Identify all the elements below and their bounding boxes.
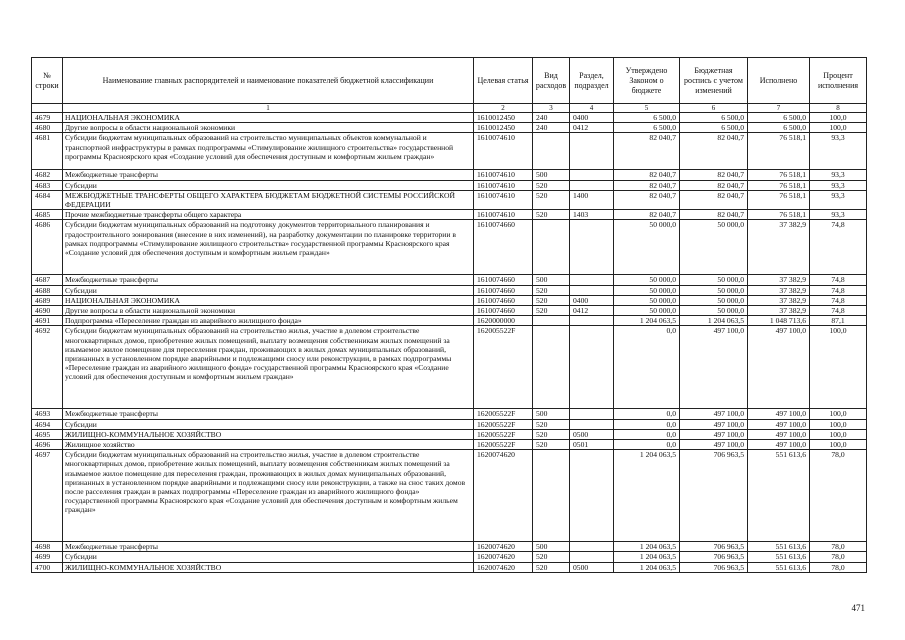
table-body [32, 113, 867, 573]
percent-cell: 100,0 [810, 440, 867, 450]
executed-cell: 6 500,0 [748, 113, 810, 123]
header-approved: Утверждено Законом о бюджете [614, 58, 680, 104]
approved-cell: 1 204 063,5 [614, 552, 680, 562]
percent-cell: 78,0 [810, 552, 867, 562]
budget-plan-cell: 706 963,5 [680, 450, 748, 542]
budget-plan-cell: 82 040,7 [680, 180, 748, 190]
expense-type-cell: 240 [533, 123, 570, 133]
target-article-cell: 1620074620 [474, 562, 533, 572]
target-article-cell: 162005522F [474, 419, 533, 429]
budget-plan-cell: 82 040,7 [680, 170, 748, 180]
name-cell: Межбюджетные трансферты [63, 275, 474, 285]
name-cell: МЕЖБЮДЖЕТНЫЕ ТРАНСФЕРТЫ ОБЩЕГО ХАРАКТЕРА БЮДЖЕТАМ БЮДЖЕТНОЙ СИСТЕМЫ РОССИЙСКОЙ ФЕДЕРАЦИИ [63, 190, 474, 209]
percent-cell: 74,8 [810, 306, 867, 316]
target-article-cell: 1620000000 [474, 316, 533, 326]
column-number: 6 [680, 104, 748, 113]
target-article-cell: 1610012450 [474, 113, 533, 123]
header-section: Раздел, подраздел [570, 58, 614, 104]
target-article-cell: 1620074620 [474, 450, 533, 542]
table-row [32, 552, 867, 562]
approved-cell: 0,0 [614, 429, 680, 439]
target-article-cell: 1610074660 [474, 306, 533, 316]
section-cell [570, 552, 614, 562]
percent-cell: 100,0 [810, 409, 867, 419]
expense-type-cell: 500 [533, 275, 570, 285]
row-number-cell: 4688 [32, 285, 63, 295]
section-cell [570, 450, 614, 542]
row-number-cell: 4698 [32, 542, 63, 552]
header-percent: Процент исполнения [810, 58, 867, 104]
target-article-cell: 1610074660 [474, 275, 533, 285]
table-row [32, 542, 867, 552]
expense-type-cell: 520 [533, 210, 570, 220]
expense-type-cell: 500 [533, 170, 570, 180]
executed-cell: 497 100,0 [748, 440, 810, 450]
section-cell: 1400 [570, 190, 614, 209]
target-article-cell: 1610012450 [474, 123, 533, 133]
section-cell: 0501 [570, 440, 614, 450]
executed-cell: 76 518,1 [748, 190, 810, 209]
budget-plan-cell: 497 100,0 [680, 440, 748, 450]
approved-cell: 82 040,7 [614, 180, 680, 190]
target-article-cell: 162005522F [474, 409, 533, 419]
expense-type-cell: 520 [533, 180, 570, 190]
percent-cell: 93,3 [810, 170, 867, 180]
header-row-number: № строки [32, 58, 63, 104]
budget-plan-cell: 50 000,0 [680, 220, 748, 275]
expense-type-cell: 520 [533, 295, 570, 305]
executed-cell: 497 100,0 [748, 419, 810, 429]
name-cell: Субсидии [63, 552, 474, 562]
table-row [32, 562, 867, 572]
section-cell: 1403 [570, 210, 614, 220]
expense-type-cell [533, 220, 570, 275]
expense-type-cell: 520 [533, 552, 570, 562]
budget-plan-cell: 50 000,0 [680, 295, 748, 305]
target-article-cell: 1620074620 [474, 552, 533, 562]
table-row [32, 409, 867, 419]
column-number-row [32, 104, 867, 113]
approved-cell: 0,0 [614, 440, 680, 450]
budget-plan-cell: 706 963,5 [680, 562, 748, 572]
budget-table-sheet [31, 57, 866, 573]
column-number: 1 [63, 104, 474, 113]
column-number: 4 [570, 104, 614, 113]
executed-cell: 76 518,1 [748, 210, 810, 220]
row-number-cell: 4700 [32, 562, 63, 572]
table-row [32, 123, 867, 133]
approved-cell: 0,0 [614, 409, 680, 419]
target-article-cell: 162005522F [474, 440, 533, 450]
column-number: 7 [748, 104, 810, 113]
percent-cell: 74,8 [810, 285, 867, 295]
executed-cell: 37 382,9 [748, 306, 810, 316]
name-cell: ЖИЛИЩНО-КОММУНАЛЬНОЕ ХОЗЯЙСТВО [63, 429, 474, 439]
row-number-cell: 4681 [32, 133, 63, 170]
budget-plan-cell: 6 500,0 [680, 113, 748, 123]
table-row [32, 133, 867, 170]
section-cell [570, 316, 614, 326]
name-cell: НАЦИОНАЛЬНАЯ ЭКОНОМИКА [63, 295, 474, 305]
executed-cell: 551 613,6 [748, 450, 810, 542]
column-number: 8 [810, 104, 867, 113]
name-cell: Другие вопросы в области национальной экономики [63, 306, 474, 316]
row-number-cell: 4691 [32, 316, 63, 326]
table-row [32, 306, 867, 316]
section-cell [570, 409, 614, 419]
approved-cell: 50 000,0 [614, 295, 680, 305]
approved-cell: 50 000,0 [614, 275, 680, 285]
executed-cell: 1 048 713,6 [748, 316, 810, 326]
target-article-cell: 162005522F [474, 326, 533, 409]
approved-cell: 82 040,7 [614, 190, 680, 209]
row-number-cell: 4683 [32, 180, 63, 190]
approved-cell: 50 000,0 [614, 285, 680, 295]
name-cell: Субсидии [63, 419, 474, 429]
table-row [32, 450, 867, 542]
expense-type-cell: 520 [533, 306, 570, 316]
row-number-cell: 4684 [32, 190, 63, 209]
section-cell [570, 285, 614, 295]
column-number: 2 [474, 104, 533, 113]
target-article-cell: 1610074660 [474, 220, 533, 275]
approved-cell: 82 040,7 [614, 210, 680, 220]
column-number: 5 [614, 104, 680, 113]
approved-cell: 82 040,7 [614, 133, 680, 170]
percent-cell: 100,0 [810, 113, 867, 123]
expense-type-cell: 520 [533, 190, 570, 209]
executed-cell: 497 100,0 [748, 429, 810, 439]
percent-cell: 74,8 [810, 275, 867, 285]
name-cell: Субсидии бюджетам муниципальных образований на подготовку документов территориального планирования и градостроительного зонирования (внесение в них изменений), на разработку документации по планировке территории в рамках подпрограммы «Стимулирование жилищного строительства» государственной программы Красноярского края «Создание условий для обеспечения доступным и комфортным жильем граждан» [63, 220, 474, 275]
expense-type-cell [533, 133, 570, 170]
expense-type-cell: 240 [533, 113, 570, 123]
percent-cell: 74,8 [810, 220, 867, 275]
budget-plan-cell: 82 040,7 [680, 133, 748, 170]
row-number-cell: 4680 [32, 123, 63, 133]
percent-cell: 100,0 [810, 429, 867, 439]
expense-type-cell: 520 [533, 562, 570, 572]
budget-plan-cell: 497 100,0 [680, 419, 748, 429]
expense-type-cell: 520 [533, 285, 570, 295]
row-number-cell: 4690 [32, 306, 63, 316]
name-cell: Субсидии бюджетам муниципальных образований на строительство муниципальных объектов коммунальной и транспортной инфраструктуры в рамках подпрограммы «Стимулирование жилищного строительства» государственной программы Красноярского края «Создание условий для обеспечения доступным и комфортным жильем граждан» [63, 133, 474, 170]
table-row [32, 275, 867, 285]
executed-cell: 551 613,6 [748, 542, 810, 552]
column-number: 3 [533, 104, 570, 113]
row-number-cell: 4697 [32, 450, 63, 542]
executed-cell: 37 382,9 [748, 285, 810, 295]
executed-cell: 497 100,0 [748, 326, 810, 409]
name-cell: Межбюджетные трансферты [63, 409, 474, 419]
row-number-cell: 4694 [32, 419, 63, 429]
target-article-cell: 1610074660 [474, 295, 533, 305]
section-cell: 0500 [570, 429, 614, 439]
name-cell: Субсидии [63, 180, 474, 190]
expense-type-cell: 500 [533, 409, 570, 419]
percent-cell: 74,8 [810, 295, 867, 305]
budget-plan-cell: 82 040,7 [680, 190, 748, 209]
executed-cell: 551 613,6 [748, 552, 810, 562]
target-article-cell: 1610074610 [474, 190, 533, 209]
approved-cell: 0,0 [614, 419, 680, 429]
expense-type-cell: 500 [533, 542, 570, 552]
budget-plan-cell: 706 963,5 [680, 552, 748, 562]
section-cell: 0400 [570, 113, 614, 123]
table-row [32, 180, 867, 190]
section-cell: 0500 [570, 562, 614, 572]
budget-plan-cell: 6 500,0 [680, 123, 748, 133]
percent-cell: 87,1 [810, 316, 867, 326]
section-cell [570, 326, 614, 409]
budget-plan-cell: 1 204 063,5 [680, 316, 748, 326]
percent-cell: 93,3 [810, 210, 867, 220]
section-cell [570, 275, 614, 285]
percent-cell: 93,3 [810, 180, 867, 190]
name-cell: Жилищное хозяйство [63, 440, 474, 450]
header-name: Наименование главных распорядителей и наименование показателей бюджетной классификации [63, 58, 474, 104]
executed-cell: 37 382,9 [748, 295, 810, 305]
budget-plan-cell: 706 963,5 [680, 542, 748, 552]
percent-cell: 78,0 [810, 450, 867, 542]
target-article-cell: 1610074660 [474, 285, 533, 295]
table-row [32, 285, 867, 295]
percent-cell: 100,0 [810, 326, 867, 409]
table-row [32, 419, 867, 429]
header-target-article: Целевая статья [474, 58, 533, 104]
percent-cell: 93,3 [810, 133, 867, 170]
section-cell [570, 419, 614, 429]
table-row [32, 316, 867, 326]
table-row [32, 429, 867, 439]
table-row [32, 170, 867, 180]
section-cell: 0412 [570, 306, 614, 316]
approved-cell: 1 204 063,5 [614, 562, 680, 572]
expense-type-cell: 520 [533, 440, 570, 450]
name-cell: Субсидии [63, 285, 474, 295]
table-row [32, 295, 867, 305]
page-number: 471 [851, 603, 865, 613]
budget-plan-cell: 50 000,0 [680, 285, 748, 295]
executed-cell: 551 613,6 [748, 562, 810, 572]
target-article-cell: 1610074610 [474, 170, 533, 180]
row-number-cell: 4693 [32, 409, 63, 419]
table-row [32, 326, 867, 409]
executed-cell: 37 382,9 [748, 275, 810, 285]
executed-cell: 76 518,1 [748, 170, 810, 180]
row-number-cell: 4686 [32, 220, 63, 275]
percent-cell: 93,3 [810, 190, 867, 209]
approved-cell: 82 040,7 [614, 170, 680, 180]
approved-cell: 6 500,0 [614, 123, 680, 133]
row-number-cell: 4687 [32, 275, 63, 285]
executed-cell: 76 518,1 [748, 133, 810, 170]
percent-cell: 78,0 [810, 542, 867, 552]
budget-plan-cell: 50 000,0 [680, 275, 748, 285]
section-cell [570, 180, 614, 190]
executed-cell: 6 500,0 [748, 123, 810, 133]
table-row [32, 113, 867, 123]
name-cell: Субсидии бюджетам муниципальных образований на строительство жилья, участие в долевом строительстве многоквартирных домов, приобретение жилых помещений, выплату возмещения собственникам жилых помещений за изымаемое жилое помещение для переселения граждан, проживающих в жилых домах муниципальных образований, признанных в установленном порядке аварийными и подлежащими сносу или реконструкции, а также на снос таких домов после расселения граждан в рамках подпрограммы «Переселение граждан из аварийного жилищного фонда» государственной программы Красноярского края «Создание условий для обеспечения доступным и комфортным жильем граждан» [63, 450, 474, 542]
row-number-cell: 4685 [32, 210, 63, 220]
name-cell: Межбюджетные трансферты [63, 170, 474, 180]
expense-type-cell [533, 316, 570, 326]
target-article-cell: 1610074610 [474, 210, 533, 220]
budget-plan-cell: 497 100,0 [680, 429, 748, 439]
table-row [32, 210, 867, 220]
table-header-row [32, 58, 867, 104]
name-cell: Межбюджетные трансферты [63, 542, 474, 552]
name-cell: Субсидии бюджетам муниципальных образований на строительство жилья, участие в долевом строительстве многоквартирных домов, приобретение жилых помещений, выплату возмещения собственникам жилых помещений за изымаемое жилое помещение для переселения граждан, проживающих в жилых домах муниципальных образований, признанных в установленном порядке аварийными и подлежащими сносу или реконструкции, в рамках подпрограммы «Переселение граждан из аварийного жилищного фонда» государственной программы Красноярского края «Создание условий для обеспечения доступным и комфортным жильем граждан» [63, 326, 474, 409]
expense-type-cell [533, 326, 570, 409]
expense-type-cell: 520 [533, 419, 570, 429]
target-article-cell: 162005522F [474, 429, 533, 439]
percent-cell: 78,0 [810, 562, 867, 572]
approved-cell: 0,0 [614, 326, 680, 409]
name-cell: Подпрограмма «Переселение граждан из аварийного жилищного фонда» [63, 316, 474, 326]
header-expense-type: Вид расходов [533, 58, 570, 104]
approved-cell: 50 000,0 [614, 220, 680, 275]
row-number-cell: 4682 [32, 170, 63, 180]
row-number-cell: 4696 [32, 440, 63, 450]
section-cell [570, 170, 614, 180]
table-row [32, 220, 867, 275]
section-cell [570, 220, 614, 275]
table-row [32, 190, 867, 209]
target-article-cell: 1610074610 [474, 180, 533, 190]
section-cell [570, 133, 614, 170]
approved-cell: 1 204 063,5 [614, 542, 680, 552]
approved-cell: 50 000,0 [614, 306, 680, 316]
budget-plan-cell: 497 100,0 [680, 326, 748, 409]
executed-cell: 76 518,1 [748, 180, 810, 190]
row-number-cell: 4679 [32, 113, 63, 123]
header-executed: Исполнено [748, 58, 810, 104]
budget-plan-cell: 50 000,0 [680, 306, 748, 316]
name-cell: Прочие межбюджетные трансферты общего характера [63, 210, 474, 220]
percent-cell: 100,0 [810, 123, 867, 133]
name-cell: НАЦИОНАЛЬНАЯ ЭКОНОМИКА [63, 113, 474, 123]
budget-plan-cell: 82 040,7 [680, 210, 748, 220]
row-number-cell: 4689 [32, 295, 63, 305]
section-cell [570, 542, 614, 552]
row-number-cell: 4692 [32, 326, 63, 409]
executed-cell: 497 100,0 [748, 409, 810, 419]
column-number [32, 104, 63, 113]
approved-cell: 1 204 063,5 [614, 450, 680, 542]
row-number-cell: 4699 [32, 552, 63, 562]
target-article-cell: 1610074610 [474, 133, 533, 170]
header-budget-plan: Бюджетная роспись с учетом изменений [680, 58, 748, 104]
executed-cell: 37 382,9 [748, 220, 810, 275]
approved-cell: 6 500,0 [614, 113, 680, 123]
approved-cell: 1 204 063,5 [614, 316, 680, 326]
name-cell: Другие вопросы в области национальной экономики [63, 123, 474, 133]
table-row [32, 440, 867, 450]
name-cell: ЖИЛИЩНО-КОММУНАЛЬНОЕ ХОЗЯЙСТВО [63, 562, 474, 572]
expense-type-cell: 520 [533, 429, 570, 439]
target-article-cell: 1620074620 [474, 542, 533, 552]
budget-table [31, 57, 867, 573]
section-cell: 0412 [570, 123, 614, 133]
expense-type-cell [533, 450, 570, 542]
row-number-cell: 4695 [32, 429, 63, 439]
section-cell: 0400 [570, 295, 614, 305]
budget-plan-cell: 497 100,0 [680, 409, 748, 419]
percent-cell: 100,0 [810, 419, 867, 429]
